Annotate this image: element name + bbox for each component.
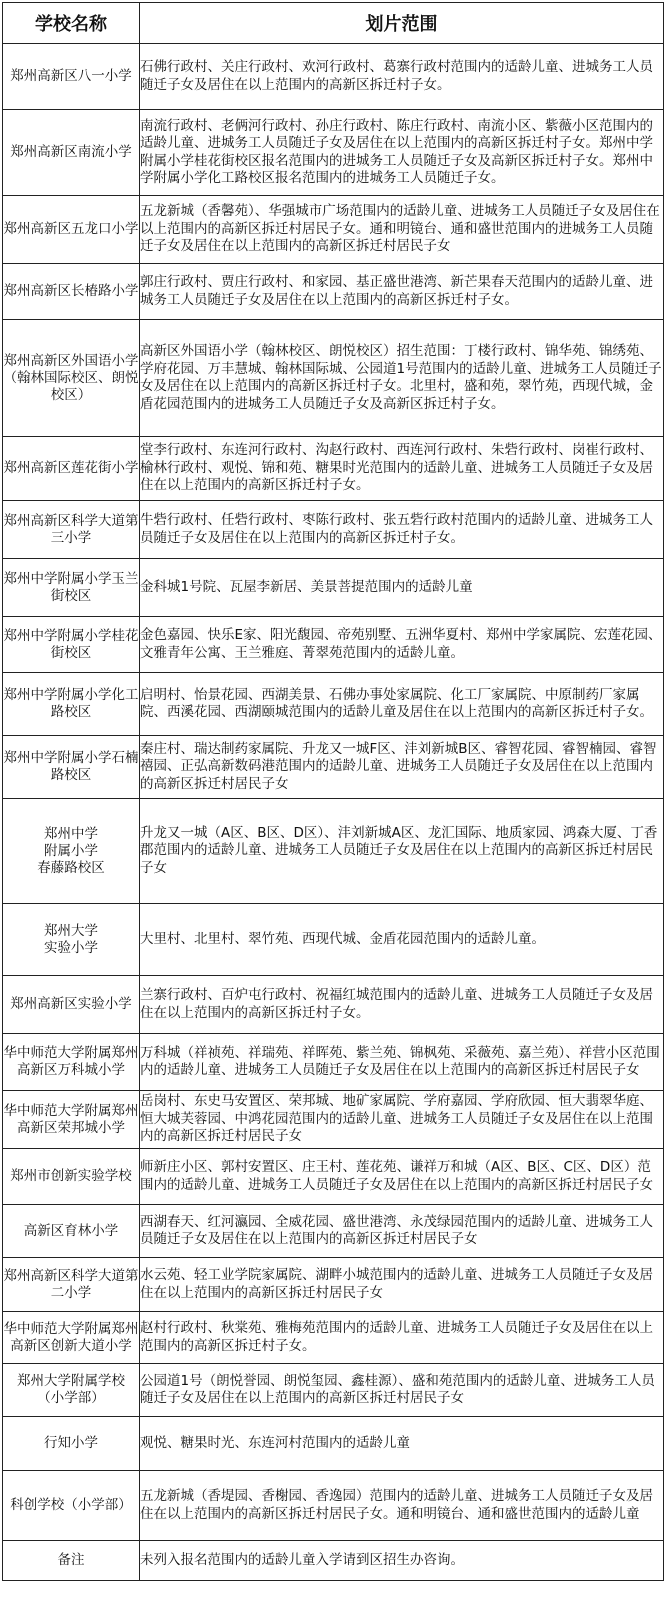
table-body (3, 44, 664, 1581)
zoning-range-cell: 郭庄行政村、贾庄行政村、和家园、基正盛世港湾、新芒果春天范围内的适龄儿童、进城务工人员随迁子女及居住在以上范围内的高新区拆迁村子女。 (140, 264, 664, 320)
zoning-range-cell: 秦庄村、瑞达制药家属院、升龙又一城F区、沣刘新城B区、睿智花园、睿智楠园、睿智禧园、正弘高新数码港范围内的适龄儿童、进城务工人员随迁子女及居住在以上范围内的高新区拆迁村居民子女 (140, 736, 664, 799)
school-name-cell: 郑州高新区科学大道第二小学 (3, 1258, 140, 1312)
school-name-cell: 华中师范大学附属郑州高新区万科城小学 (3, 1034, 140, 1091)
zoning-range-cell: 兰寨行政村、百炉屯行政村、祝福红城范围内的适龄儿童、进城务工人员随迁子女及居住在以上范围内的高新区拆迁村子女。 (140, 976, 664, 1034)
zoning-range-cell: 万科城（祥祯苑、祥瑞苑、祥晖苑、紫兰苑、锦枫苑、采薇苑、嘉兰苑）、祥营小区范围内的适龄儿童、进城务工人员随迁子女及居住在以上范围内的高新区拆迁村居民子女 (140, 1034, 664, 1091)
header-school-name: 学校名称 (3, 3, 140, 44)
table-row (3, 501, 664, 559)
table-row (3, 437, 664, 501)
school-name-cell: 郑州高新区八一小学 (3, 44, 140, 110)
zoning-range-cell: 高新区外国语小学（翰林校区、朗悦校区）招生范围：丁楼行政村、锦华苑、锦绣苑、学府花园、万丰慧城、翰林国际城、公园道1号范围内的适龄儿童、进城务工人员随迁子女及居住在以上范围内的高新区拆迁村子女。北里村，盛和苑，翠竹苑，西现代城，金盾花园范围内的进城务工人员随迁子女及高新区拆迁村子女。 (140, 320, 664, 437)
zoning-range-cell: 启明村、怡景花园、西湖美景、石佛办事处家属院、化工厂家属院、中原制药厂家属院、西溪花园、西湖颐城范围内的适龄儿童及居住在以上范围内的高新区拆迁村子女。 (140, 673, 664, 736)
school-name-cell: 郑州市创新实验学校 (3, 1149, 140, 1205)
school-name-cell: 郑州中学附属小学化工路校区 (3, 673, 140, 736)
school-name-cell: 郑州中学附属小学石楠路校区 (3, 736, 140, 799)
zoning-range-cell: 五龙新城（香堤园、香榭园、香逸园）范围内的适龄儿童、进城务工人员随迁子女及居住在以上范围内的高新区拆迁村居民子女。通和明镜台、通和盛世范围内的适龄儿童 (140, 1471, 664, 1541)
zoning-range-cell: 南流行政村、老俩河行政村、孙庄行政村、陈庄行政村、南流小区、紫薇小区范围内的适龄儿童、进城务工人员随迁子女及居住在以上范围内的高新区拆迁村子女。郑州中学附属小学桂花街校区报名范围内的进城务工人员随迁子女及高新区拆迁村子女。郑州中学附属小学化工路校区报名范围内的进城务工人员随迁子女。 (140, 110, 664, 196)
table-row (3, 110, 664, 196)
table-row (3, 44, 664, 110)
school-name-cell: 华中师范大学附属郑州高新区荣邦城小学 (3, 1091, 140, 1149)
table-row (3, 196, 664, 264)
school-name-cell: 郑州高新区长椿路小学 (3, 264, 140, 320)
school-name-cell: 科创学校（小学部） (3, 1471, 140, 1541)
table-row (3, 1149, 664, 1205)
school-name-cell: 郑州中学附属小学桂花街校区 (3, 617, 140, 673)
school-name-cell: 高新区育林小学 (3, 1205, 140, 1258)
school-name-cell: 郑州高新区外国语小学 （翰林国际校区、朗悦校区） (3, 320, 140, 437)
header-zoning-range: 划片范围 (140, 3, 664, 44)
zoning-range-cell: 师新庄小区、郭村安置区、庄王村、莲花苑、谦祥万和城（A区、B区、C区、D区）范围内的适龄儿童、进城务工人员随迁子女及居住在以上范围内的高新区拆迁村居民子女 (140, 1149, 664, 1205)
table-row (3, 1258, 664, 1312)
school-name-cell: 华中师范大学附属郑州高新区创新大道小学 (3, 1312, 140, 1364)
table-row (3, 904, 664, 976)
table-row (3, 1091, 664, 1149)
zoning-range-cell: 公园道1号（朗悦誉园、朗悦玺园、鑫桂源）、盛和苑范围内的适龄儿童、进城务工人员随迁子女及居住在以上范围内的高新区拆迁村居民子女 (140, 1364, 664, 1417)
table-row (3, 1471, 664, 1541)
school-name-cell: 郑州高新区实验小学 (3, 976, 140, 1034)
table-row (3, 1034, 664, 1091)
zoning-range-cell: 五龙新城（香馨苑）、华强城市广场范围内的适龄儿童、进城务工人员随迁子女及居住在以上范围内的高新区拆迁村居民子女。通和明镜台、通和盛世范围内的进城务工人员随迁子女及居住在以上范围内的高新区拆迁村居民子女 (140, 196, 664, 264)
table-row (3, 264, 664, 320)
school-name-cell: 郑州高新区五龙口小学 (3, 196, 140, 264)
school-name-cell: 行知小学 (3, 1417, 140, 1471)
table-row (3, 976, 664, 1034)
header-row (3, 3, 664, 44)
school-zoning-table (2, 2, 664, 1581)
zoning-range-cell: 西湖春天、红河瀛园、全威花园、盛世港湾、永茂绿园范围内的适龄儿童、进城务工人员随迁子女及居住在以上范围内的高新区拆迁村居民子女 (140, 1205, 664, 1258)
table-row (3, 617, 664, 673)
school-name-cell: 郑州中学 附属小学 春藤路校区 (3, 799, 140, 904)
zoning-range-cell: 石佛行政村、关庄行政村、欢河行政村、葛寨行政村范围内的适龄儿童、进城务工人员随迁子女及居住在以上范围内的高新区拆迁村子女。 (140, 44, 664, 110)
zoning-range-cell: 堂李行政村、东连河行政村、沟赵行政村、西连河行政村、朱砦行政村、岗崔行政村、榆林行政村、观悦、锦和苑、糖果时光范围内的适龄儿童、进城务工人员随迁子女及居住在以上范围内的高新区拆迁村子女。 (140, 437, 664, 501)
school-name-cell: 备注 (3, 1541, 140, 1581)
table-row (3, 1417, 664, 1471)
table-row (3, 1541, 664, 1581)
table-row (3, 1312, 664, 1364)
table-row (3, 559, 664, 617)
school-name-cell: 郑州高新区南流小学 (3, 110, 140, 196)
zoning-range-cell: 岳岗村、东史马安置区、荣邦城、地矿家属院、学府嘉园、学府欣园、恒大翡翠华庭、恒大城芙蓉园、中鸿花园范围内的适龄儿童、进城务工人员随迁子女及居住在以上范围内的高新区拆迁村居民子女 (140, 1091, 664, 1149)
zoning-range-cell: 未列入报名范围内的适龄儿童入学请到区招生办咨询。 (140, 1541, 664, 1581)
table-row (3, 736, 664, 799)
zoning-range-cell: 牛砦行政村、任砦行政村、枣陈行政村、张五砦行政村范围内的适龄儿童、进城务工人员随迁子女及居住在以上范围内的高新区拆迁村子女。 (140, 501, 664, 559)
school-name-cell: 郑州高新区莲花街小学 (3, 437, 140, 501)
school-name-cell: 郑州大学附属学校 （小学部） (3, 1364, 140, 1417)
table-row (3, 1364, 664, 1417)
zoning-range-cell: 观悦、糖果时光、东连河村范围内的适龄儿童 (140, 1417, 664, 1471)
zoning-range-cell: 金科城1号院、瓦屋李新居、美景菩提范围内的适龄儿童 (140, 559, 664, 617)
zoning-range-cell: 金色嘉园、快乐E家、阳光馥园、帝苑别墅、五洲华夏村、郑州中学家属院、宏莲花园、文雅青年公寓、王兰雅庭、菁翠苑范围内的适龄儿童。 (140, 617, 664, 673)
school-name-cell: 郑州大学 实验小学 (3, 904, 140, 976)
table-row (3, 320, 664, 437)
school-name-cell: 郑州中学附属小学玉兰街校区 (3, 559, 140, 617)
table-row (3, 1205, 664, 1258)
table-row (3, 673, 664, 736)
zoning-range-cell: 大里村、北里村、翠竹苑、西现代城、金盾花园范围内的适龄儿童。 (140, 904, 664, 976)
zoning-range-cell: 赵村行政村、秋棠苑、雅梅苑范围内的适龄儿童、进城务工人员随迁子女及居住在以上范围内的高新区拆迁村子女。 (140, 1312, 664, 1364)
zoning-range-cell: 水云苑、轻工业学院家属院、湖畔小城范围内的适龄儿童、进城务工人员随迁子女及居住在以上范围内的高新区拆迁村居民子女 (140, 1258, 664, 1312)
zoning-range-cell: 升龙又一城（A区、B区、D区）、沣刘新城A区、龙汇国际、地质家园、鸿森大厦、丁香郡范围内的适龄儿童、进城务工人员随迁子女及居住在以上范围内的高新区拆迁村居民子女 (140, 799, 664, 904)
table-row (3, 799, 664, 904)
school-name-cell: 郑州高新区科学大道第三小学 (3, 501, 140, 559)
